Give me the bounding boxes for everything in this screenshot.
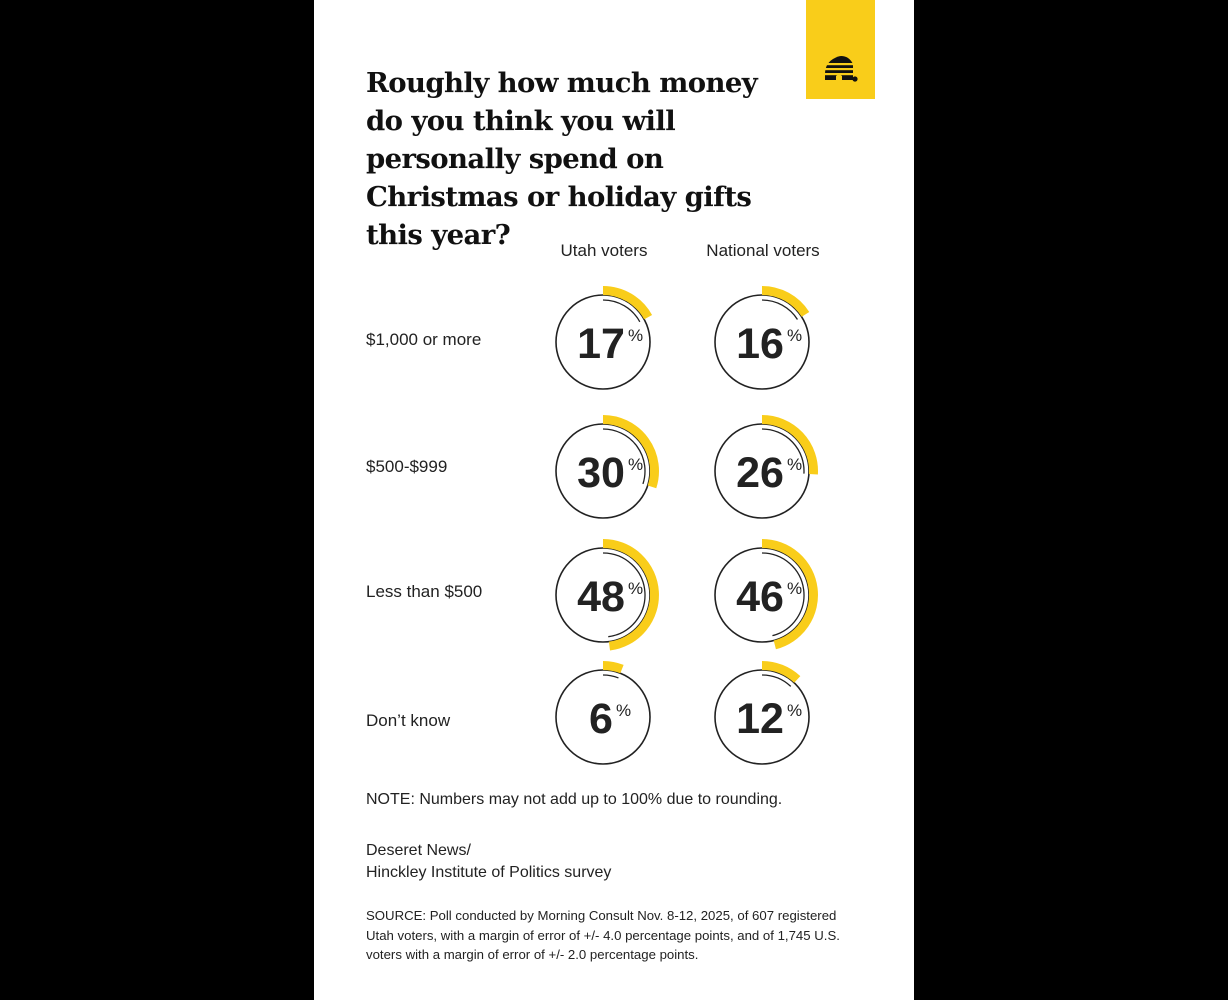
radial-mark-national-row-3 bbox=[715, 544, 813, 645]
unit-label-national-row-3: % bbox=[787, 579, 803, 598]
radial-mark-utah-row-1 bbox=[556, 291, 650, 390]
row-label-1000-or-more: $1,000 or more bbox=[366, 330, 482, 349]
rounding-note: NOTE: Numbers may not add up to 100% due to rounding. bbox=[366, 791, 783, 808]
column-header-national: National voters bbox=[706, 241, 820, 260]
value-label-utah-row-1: 17 bbox=[577, 320, 625, 368]
value-label-utah-row-3: 48 bbox=[577, 573, 625, 621]
unit-label-utah-row-2: % bbox=[628, 455, 644, 474]
credit-line-2: Hinckley Institute of Politics survey bbox=[366, 864, 612, 881]
value-label-national-row-4: 12 bbox=[736, 695, 784, 743]
source-text: SOURCE: Poll conducted by Morning Consult Nov. 8-12, 2025, of 607 registered Utah voters, with a margin of error of +/- 4.0 percentage points, and of 1,745 U.S. voters with a margin of error of +/- 2.0 percentage points. bbox=[366, 908, 840, 962]
unit-label-utah-row-3: % bbox=[628, 579, 644, 598]
radial-mark-utah-row-3 bbox=[556, 544, 654, 647]
column-header-utah: Utah voters bbox=[560, 241, 648, 260]
radial-mark-utah-row-4 bbox=[556, 666, 650, 765]
radial-mark-national-row-4 bbox=[715, 666, 809, 765]
value-label-national-row-3: 46 bbox=[736, 573, 784, 621]
value-label-national-row-2: 26 bbox=[736, 449, 784, 497]
radial-mark-national-row-2 bbox=[715, 420, 814, 519]
row-label-less-than-500: Less than $500 bbox=[366, 582, 483, 601]
survey-credit bbox=[366, 840, 611, 884]
chart-title: Roughly how much money do you think you will personally spend on Christmas or holiday gifts this year? bbox=[366, 67, 758, 251]
row-label-500-999: $500-$999 bbox=[366, 457, 448, 476]
row-label-dont-know: Don’t know bbox=[366, 711, 451, 730]
unit-label-national-row-4: % bbox=[787, 701, 803, 720]
unit-label-national-row-2: % bbox=[787, 455, 803, 474]
value-label-utah-row-4: 6 bbox=[589, 695, 613, 743]
value-arc-utah-row-4 bbox=[603, 666, 622, 670]
unit-label-utah-row-1: % bbox=[628, 326, 644, 345]
unit-label-national-row-1: % bbox=[787, 326, 803, 345]
radial-mark-national-row-1 bbox=[715, 291, 809, 390]
value-label-utah-row-2: 30 bbox=[577, 449, 625, 497]
credit-line-1: Deseret News/ bbox=[366, 842, 471, 859]
radial-mark-utah-row-2 bbox=[556, 420, 654, 519]
infographic-card bbox=[314, 0, 914, 1000]
unit-label-utah-row-4: % bbox=[616, 701, 632, 720]
value-label-national-row-1: 16 bbox=[736, 320, 784, 368]
